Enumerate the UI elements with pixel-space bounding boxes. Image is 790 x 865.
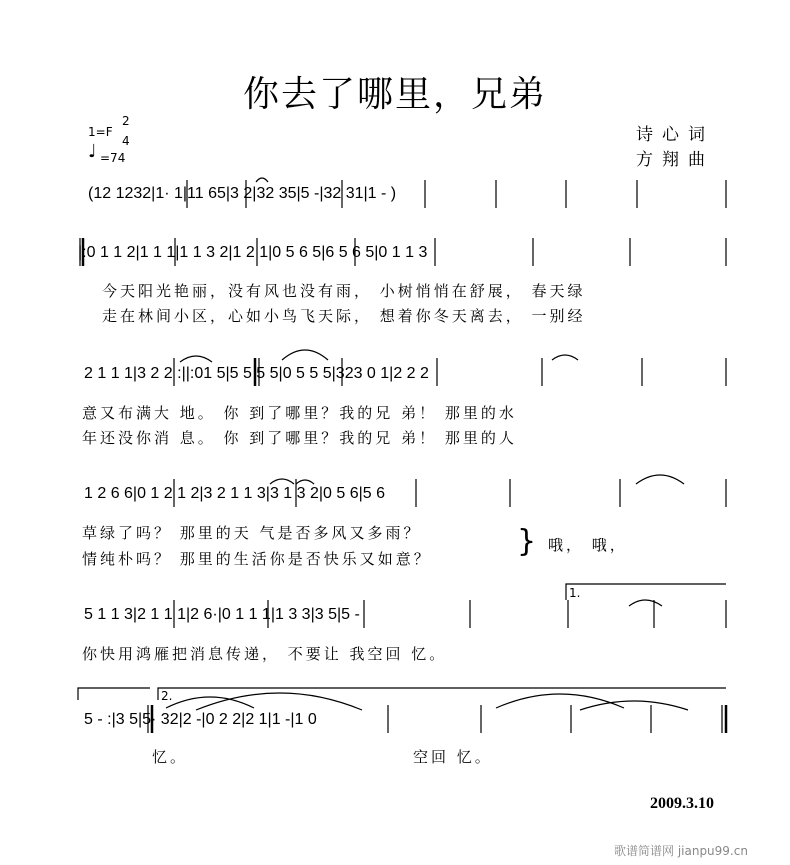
system-3-lyric-verse-1: 意又布满大 地。 你 到了哪里？我的兄 弟！ 那里的水: [82, 404, 517, 422]
quarter-note-icon: ♩: [88, 141, 97, 162]
tempo-marking: =74: [100, 151, 126, 165]
system-4-lyric-verse-1: 草绿了吗？ 那里的天 气是否多风又多雨？: [82, 524, 422, 542]
system-1-notes: (12 1232|1· 1|11 65|3 2|32 35|5 -|32 31|1 - ): [88, 185, 397, 202]
system-4-lyric-verse-2: 情纯朴吗？ 那里的生活你是否快乐又如意？: [82, 550, 432, 568]
watermark: 歌谱简谱网 jianpu99.cn: [614, 844, 748, 858]
system-6-lyric-b: 空回 忆。: [413, 748, 493, 766]
system-3-notes: 2 1 1 1|3 2 2 :||:01 5|5 5 5 5|0 5 5 5|323 0 1|2 2 2: [84, 365, 429, 382]
date-label: 2009.3.10: [650, 795, 714, 812]
system-4-aside: 哦， 哦，: [548, 536, 628, 554]
system-6-lyric-a: 忆。: [152, 748, 189, 766]
system-4-notes: 1 2 6 6|0 1 2 1 2|3 2 1 1 3|3 1 3 2|0 5 6|5 6: [84, 485, 386, 502]
system-2-lyric-verse-1: 今天阳光艳丽，没有风也没有雨， 小树悄悄在舒展， 春天绿: [102, 282, 586, 300]
system-2-notes: |:0 1 1 2|1 1 1|1 1 3 2|1 2 1|0 5 6 5|6 5 6 5|0 1 1 3: [78, 244, 428, 261]
system-2-lyric-verse-2: 走在林间小区，心如小鸟飞天际， 想着你冬天离去， 一别经: [102, 307, 586, 325]
system-5-notes: 5 1 1 3|2 1 1 1|2 6·|0 1 1 1|1 3 3|3 5|5 -: [84, 606, 360, 623]
composer-credit: 方翔曲: [636, 150, 714, 170]
meter-top: 2: [122, 114, 130, 128]
lyricist-credit: 诗心词: [636, 125, 714, 145]
lyric-brace: }: [517, 524, 537, 559]
system-5-lyric: 你快用鸿雁把消息传递， 不要让 我空回 忆。: [82, 645, 448, 663]
key-signature: 1=F: [88, 125, 113, 139]
volta-1-label: 1.: [569, 586, 581, 600]
system-3-lyric-verse-2: 年还没你消 息。 你 到了哪里？我的兄 弟！ 那里的人: [82, 429, 517, 447]
system-6-notes: 5 - :|3 5|5· 32|2 -|0 2 2|2 1|1 -|1 0: [84, 711, 317, 728]
meter-bottom: 4: [122, 134, 130, 148]
song-title: 你去了哪里，兄弟: [242, 74, 547, 115]
volta-2-label: 2.: [161, 689, 173, 703]
